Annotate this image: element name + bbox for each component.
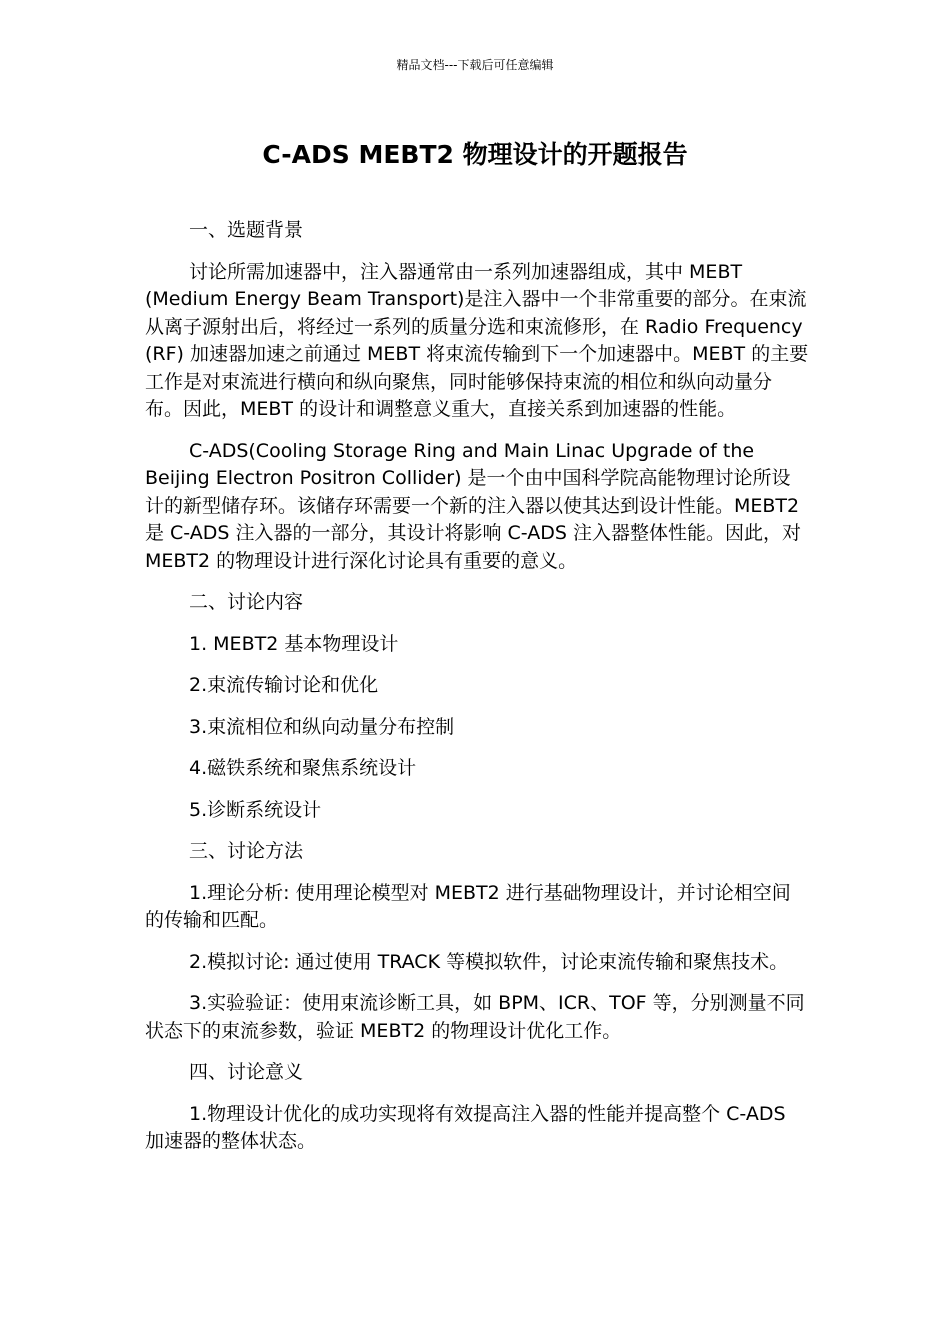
list-item: 3.束流相位和纵向动量分布控制 xyxy=(189,715,455,738)
page-header: 精品文档---下载后可任意编辑 xyxy=(396,58,554,72)
list-item: 2.模拟讨论: 通过使用 TRACK 等模拟软件，讨论束流传输和聚焦技术。 xyxy=(189,950,789,973)
section-heading-background: 一、选题背景 xyxy=(189,219,304,241)
document-body xyxy=(145,217,809,1170)
list-item: 4.磁铁系统和聚焦系统设计 xyxy=(189,757,417,779)
document-title: C-ADS MEBT2 物理设计的开题报告 xyxy=(262,140,688,169)
list-item: 1.物理设计优化的成功实现将有效提高注入器的性能并提高整个 C-ADS 加速器的整体状态。 xyxy=(145,1102,786,1152)
list-item: 1. MEBT2 基本物理设计 xyxy=(189,632,399,655)
section-heading-content: 二、讨论内容 xyxy=(189,591,304,613)
section-heading-method: 三、讨论方法 xyxy=(189,840,304,862)
paragraph-cads-intro: C-ADS(Cooling Storage Ring and Main Linac Upgrade of the Beijing Electron Positron Collider) 是一个由中国科学院高能物理讨论所设计的新型储存环。该储存环需要一个新的注入器以使其达到设计性能。MEBT2 是 C-ADS 注入器的一部分，其设计将影响 C-ADS 注入器整体性能。因此，对 MEBT2 的物理设计进行深化讨论具有重要的意义。 xyxy=(145,439,801,572)
list-item: 2.束流传输讨论和优化 xyxy=(189,674,379,696)
paragraph-mebt-intro: 讨论所需加速器中，注入器通常由一系列加速器组成，其中 MEBT (Medium Energy Beam Transport)是注入器中一个非常重要的部分。在束流从离子源射出后，将经过一系列的质量分选和束流修形，在 Radio Frequency (RF) 加速器加速之前通过 MEBT 将束流传输到下一个加速器中。MEBT 的主要工作是对束流进行横向和纵向聚焦，同时能够保持束流的相位和纵向动量分布。因此，MEBT 的设计和调整意义重大，直接关系到加速器的性能。 xyxy=(145,260,809,420)
list-item: 1.理论分析: 使用理论模型对 MEBT2 进行基础物理设计，并讨论相空间的传输和匹配。 xyxy=(145,881,791,931)
section-heading-significance: 四、讨论意义 xyxy=(189,1061,304,1083)
list-item: 5.诊断系统设计 xyxy=(189,798,322,821)
list-item: 3.实验验证：使用束流诊断工具，如 BPM、ICR、TOF 等，分别测量不同状态下的束流参数，验证 MEBT2 的物理设计优化工作。 xyxy=(145,992,805,1042)
